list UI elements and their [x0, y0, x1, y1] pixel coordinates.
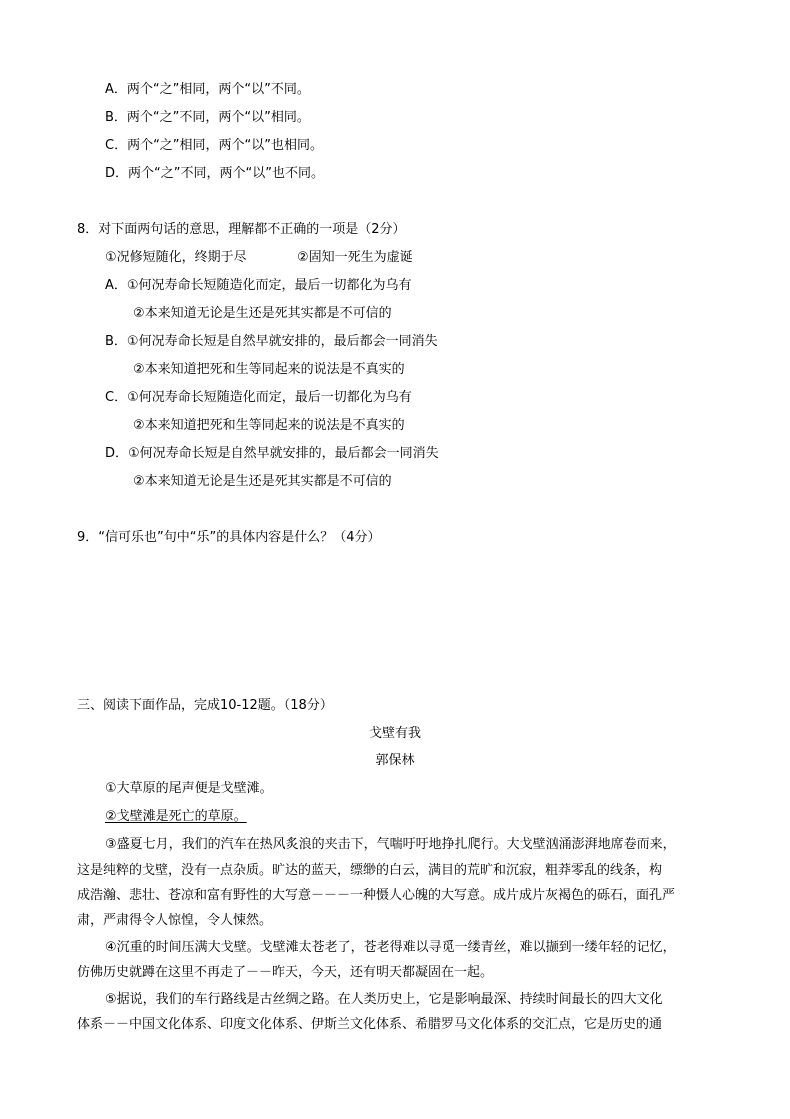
- option-b: B．两个“之”不同，两个“以”相同。: [105, 110, 310, 125]
- article-author: 郭保林: [375, 753, 415, 768]
- paragraph-5-line-2: 体系－－中国文化体系、印度文化体系、伊斯兰文化体系、希腊罗马文化体系的交汇点，它是历史的通: [77, 1017, 663, 1032]
- question-8-option-d-2: ②本来知道无论是生还是死其实都是不可信的: [133, 474, 392, 489]
- question-8-option-a-1: A．①何况寿命长短随造化而定，最后一切都化为乌有: [105, 278, 412, 293]
- question-8-sentence-1: ①况修短随化，终期于尽: [105, 250, 247, 265]
- paragraph-5-line-1: ⑤据说，我们的车行路线是古丝绸之路。在人类历史上，它是影响最深、持续时间最长的四大文化: [105, 992, 663, 1007]
- option-d: D．两个“之”不同，两个“以”也不同。: [105, 166, 324, 181]
- question-8-option-d-1: D．①何况寿命长短是自然早就安排的，最后都会一同消失: [105, 446, 439, 461]
- paragraph-4-line-2: 仿佛历史就蹲在这里不再走了－－昨天，今天，还有明天都凝固在一起。: [77, 965, 494, 980]
- paragraph-3-line-2: 这是纯粹的戈壁，没有一点杂质。旷达的蓝天，缥缈的白云，满目的荒旷和沉寂，粗莽零乱的线条，构: [77, 863, 663, 878]
- question-9-stem: 9．“信可乐也”句中“乐”的具体内容是什么？（4分）: [77, 530, 381, 545]
- option-c: C．两个“之”相同，两个“以”也相同。: [105, 138, 324, 153]
- paragraph-3-line-4: 肃，严肃得令人惊惶，令人悚然。: [77, 913, 273, 928]
- question-8-option-b-2: ②本来知道把死和生等同起来的说法是不真实的: [133, 362, 405, 377]
- paragraph-4-line-1: ④沉重的时间压满大戈壁。戈壁滩太苍老了，苍老得难以寻觅一缕青丝，难以撷到一缕年轻的记忆，: [105, 940, 676, 955]
- article-title: 戈壁有我: [368, 726, 421, 741]
- paragraph-3-line-1: ③盛夏七月，我们的汽车在热风炙浪的夹击下，气喘吁吁地挣扎爬行。大戈壁汹涌澎湃地席卷而来，: [105, 837, 676, 852]
- question-8-stem: 8．对下面两句话的意思，理解都不正确的一项是（2分）: [77, 222, 406, 237]
- question-8-sentence-2: ②固知一死生为虚诞: [297, 250, 413, 265]
- option-a: A．两个“之”相同，两个“以”不同。: [105, 82, 310, 97]
- question-8-option-c-1: C．①何况寿命长短随造化而定，最后一切都化为乌有: [105, 390, 412, 405]
- question-8-option-a-2: ②本来知道无论是生还是死其实都是不可信的: [133, 306, 392, 321]
- paragraph-1: ①大草原的尾声便是戈壁滩。: [105, 781, 273, 796]
- paragraph-2: ②戈壁滩是死亡的草原。: [105, 809, 247, 824]
- question-8-option-c-2: ②本来知道把死和生等同起来的说法是不真实的: [133, 418, 405, 433]
- section-3-heading: 三、阅读下面作品，完成10-12题。（18分）: [77, 698, 333, 713]
- question-8-option-b-1: B．①何况寿命长短是自然早就安排的，最后都会一同消失: [105, 334, 438, 349]
- paragraph-3-line-3: 成浩瀚、悲壮、苍凉和富有野性的大写意－－－一种慑人心魄的大写意。成片成片灰褐色的砾石，面孔严: [77, 888, 676, 903]
